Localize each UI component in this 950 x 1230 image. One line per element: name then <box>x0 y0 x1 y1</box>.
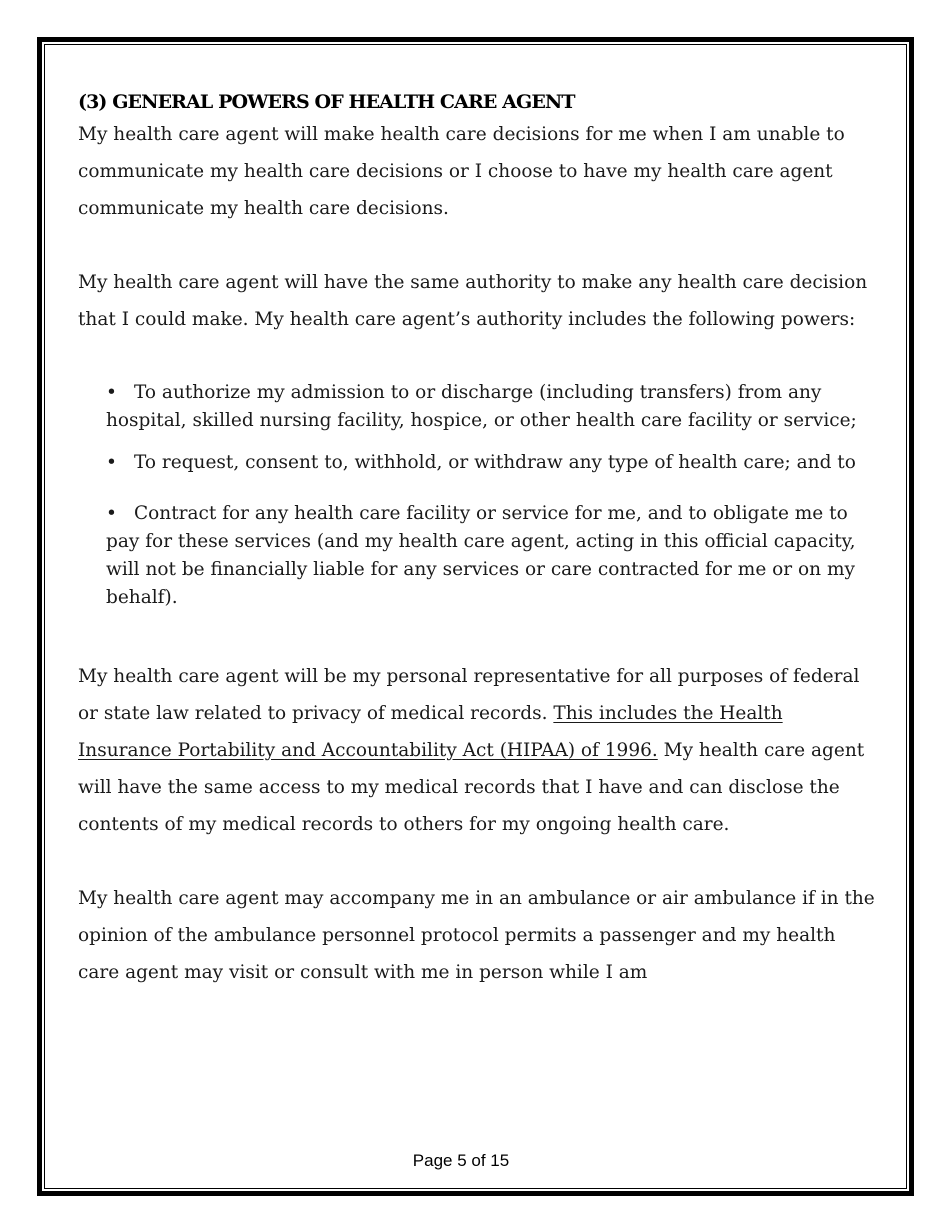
paragraph-ambulance: My health care agent may accompany me in an ambulance or air ambulance if in the opinion of the ambulance personnel protocol permits a passenger and my health care agent may visit or consult with me in person while I am <box>78 888 875 983</box>
paragraph-authority: My health care agent will have the same authority to make any health care decision that I could make. My health care agent’s authority includes the following powers: <box>78 272 868 330</box>
list-item: • To request, consent to, withhold, or withdraw any type of health care; and to <box>78 444 878 481</box>
hipaa-underlined-text: This includes the Health Insurance Portability and Accountability Act (HIPAA) of 1996. <box>78 703 783 761</box>
bullet-icon: • <box>106 382 117 403</box>
bullet-icon: • <box>106 503 117 524</box>
paragraph-decisions: My health care agent will make health care decisions for me when I am unable to communicate my health care decisions or I choose to have my health care agent communicate my health care decisions. <box>78 124 845 219</box>
list-item: • Contract for any health care facility or service for me, and to obligate me to pay for these services (and my health care agent, acting in this official capacity, will not be financially liable for any services or care contracted for me or on my behalf). <box>78 500 878 612</box>
page-number: Page 5 of 15 <box>412 1151 510 1170</box>
bullet-icon: • <box>106 452 117 473</box>
document-body <box>78 88 878 991</box>
section-heading: (3) GENERAL POWERS OF HEALTH CARE AGENT <box>78 91 575 113</box>
list-item: • To authorize my admission to or discharge (including transfers) from any hospital, skilled nursing facility, hospice, or other health care facility or service; <box>78 379 878 435</box>
paragraph-hipaa: My health care agent will be my personal representative for all purposes of federal or state law related to privacy of medical records. This includes the Health Insurance Portability and Accountability Act (HIPAA) of 1996. My health care agent will have the same access to my medical records that I have and can disclose the contents of my medical records to others for my ongoing health care. <box>78 666 865 835</box>
